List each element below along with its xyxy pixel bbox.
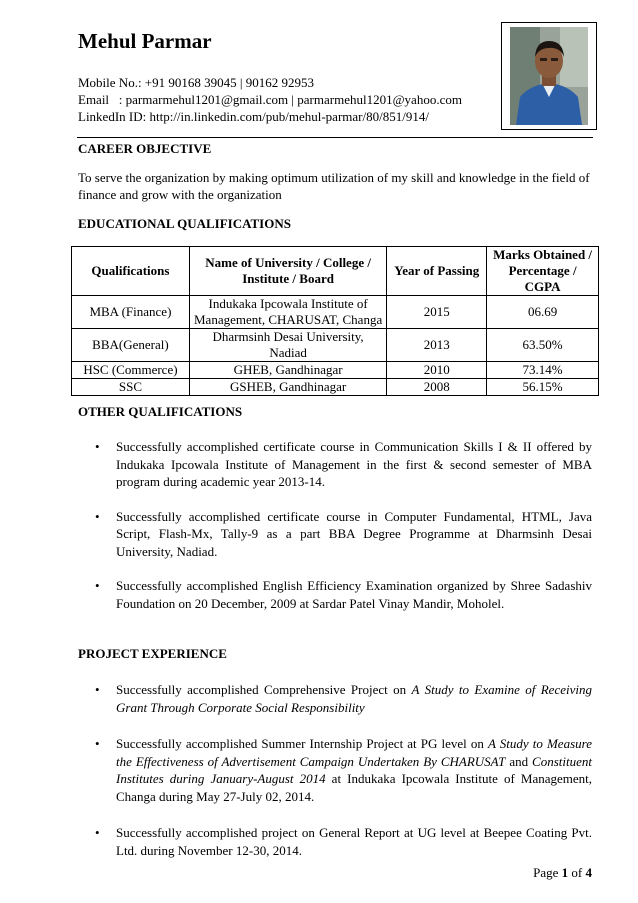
list-item-text: Successfully accomplished certificate course in Communication Skills I & II offered by Indukaka Ipcowala Institute of Management in the first & second semester of MBA program during academic year 2013-14. (116, 439, 592, 489)
table-cell: 73.14% (487, 362, 599, 379)
table-header-row (72, 247, 599, 296)
table-cell: 2010 (387, 362, 487, 379)
list-item-text: Successfully accomplished English Efficiency Examination organized by Shree Sadashiv Foundation on 20 December, 2009 at Sardar Patel Vinay Mandir, Moholel. (116, 578, 592, 611)
header-divider (77, 137, 593, 138)
table-row (72, 362, 599, 379)
contact-block (78, 74, 462, 125)
project-text: Successfully accomplished Summer Internship Project at PG level on (116, 736, 488, 751)
project-title: A Study to Examine of Receiving Grant Through Corporate Social Responsibility (116, 682, 592, 715)
portrait-image (510, 27, 588, 125)
page-current: 1 (561, 865, 569, 880)
project-title: Constituent Institutes during January-August 2014 (116, 753, 592, 786)
education-heading: EDUCATIONAL QUALIFICATIONS (78, 216, 291, 231)
page-number (533, 865, 592, 881)
list-item (78, 681, 592, 716)
bullet-icon: • (95, 439, 100, 454)
table-cell: 2008 (387, 379, 487, 396)
project-experience-heading: PROJECT EXPERIENCE (78, 646, 227, 661)
table-cell: 06.69 (487, 296, 599, 329)
table-header-cell: Name of University / College / Institute / Board (189, 247, 387, 296)
table-row (72, 329, 599, 362)
table-header-cell: Qualifications (72, 247, 190, 296)
table-cell: GHEB, Gandhinagar (189, 362, 387, 379)
page-label: Page (533, 865, 562, 880)
bullet-icon: • (95, 508, 100, 524)
table-row (72, 379, 599, 396)
education-table (71, 246, 599, 396)
career-objective-heading: CAREER OBJECTIVE (78, 141, 212, 156)
project-title: A Study to Measure the Effectiveness of Advertisement Campaign Undertaken By CHARUSAT (116, 736, 592, 769)
career-objective-text: To serve the organization by making optimum utilization of my skill and knowledge in the field of finance and grow with the organization (78, 170, 590, 202)
table-cell: Dharmsinh Desai University, Nadiad (189, 329, 387, 362)
bullet-icon: • (95, 825, 100, 840)
other-qualifications-heading: OTHER QUALIFICATIONS (78, 404, 243, 419)
table-cell: 2015 (387, 296, 487, 329)
table-header-cell: Year of Passing (387, 247, 487, 296)
linkedin-line: LinkedIn ID: http://in.linkedin.com/pub/mehul-parmar/80/851/914/ (78, 109, 429, 124)
mobile-line: Mobile No.: +91 90168 39045 | 90162 92953 (78, 75, 314, 90)
list-item (78, 577, 592, 612)
bullet-icon: • (95, 682, 100, 697)
profile-photo (501, 22, 597, 130)
project-text: Successfully accomplished Comprehensive Project on (116, 682, 412, 697)
project-text: and (505, 753, 533, 769)
list-item (78, 438, 592, 491)
project-experience-list (78, 681, 592, 859)
other-qualifications-list (78, 438, 592, 612)
bullet-icon: • (95, 578, 100, 593)
project-text: Successfully accomplished project on General Report at UG level at Beepee Coating Pvt. Ltd. during November 12-30, 2014. (116, 825, 592, 858)
list-item-text: Successfully accomplished certificate course in Computer Fundamental, HTML, Java Script, Flash-Mx, Tally-9 as a part BBA Degree Programme at Dharmsinh Desai University, Nadiad. (116, 508, 592, 559)
table-header-cell: Marks Obtained / Percentage / CGPA (487, 247, 599, 296)
table-row (72, 296, 599, 329)
table-cell: Indukaka Ipcowala Institute of Management, CHARUSAT, Changa (189, 296, 387, 329)
list-item (78, 508, 592, 561)
table-cell: GSHEB, Gandhinagar (189, 379, 387, 396)
project-text: at Indukaka Ipcowala Institute of Management, Changa during May 27-July 02, 2014. (116, 771, 592, 804)
email-line: Email : parmarmehul1201@gmail.com | parmarmehul1201@yahoo.com (78, 92, 462, 107)
list-item (78, 824, 592, 859)
candidate-name: Mehul Parmar (78, 29, 212, 53)
page-total: 4 (585, 865, 592, 880)
list-item (78, 735, 592, 805)
table-cell: SSC (72, 379, 190, 396)
table-cell: 63.50% (487, 329, 599, 362)
table-cell: BBA(General) (72, 329, 190, 362)
table-cell: HSC (Commerce) (72, 362, 190, 379)
table-cell: 2013 (387, 329, 487, 362)
table-cell: MBA (Finance) (72, 296, 190, 329)
table-cell: 56.15% (487, 379, 599, 396)
bullet-icon: • (95, 736, 100, 751)
page-of-label: of (568, 865, 586, 880)
